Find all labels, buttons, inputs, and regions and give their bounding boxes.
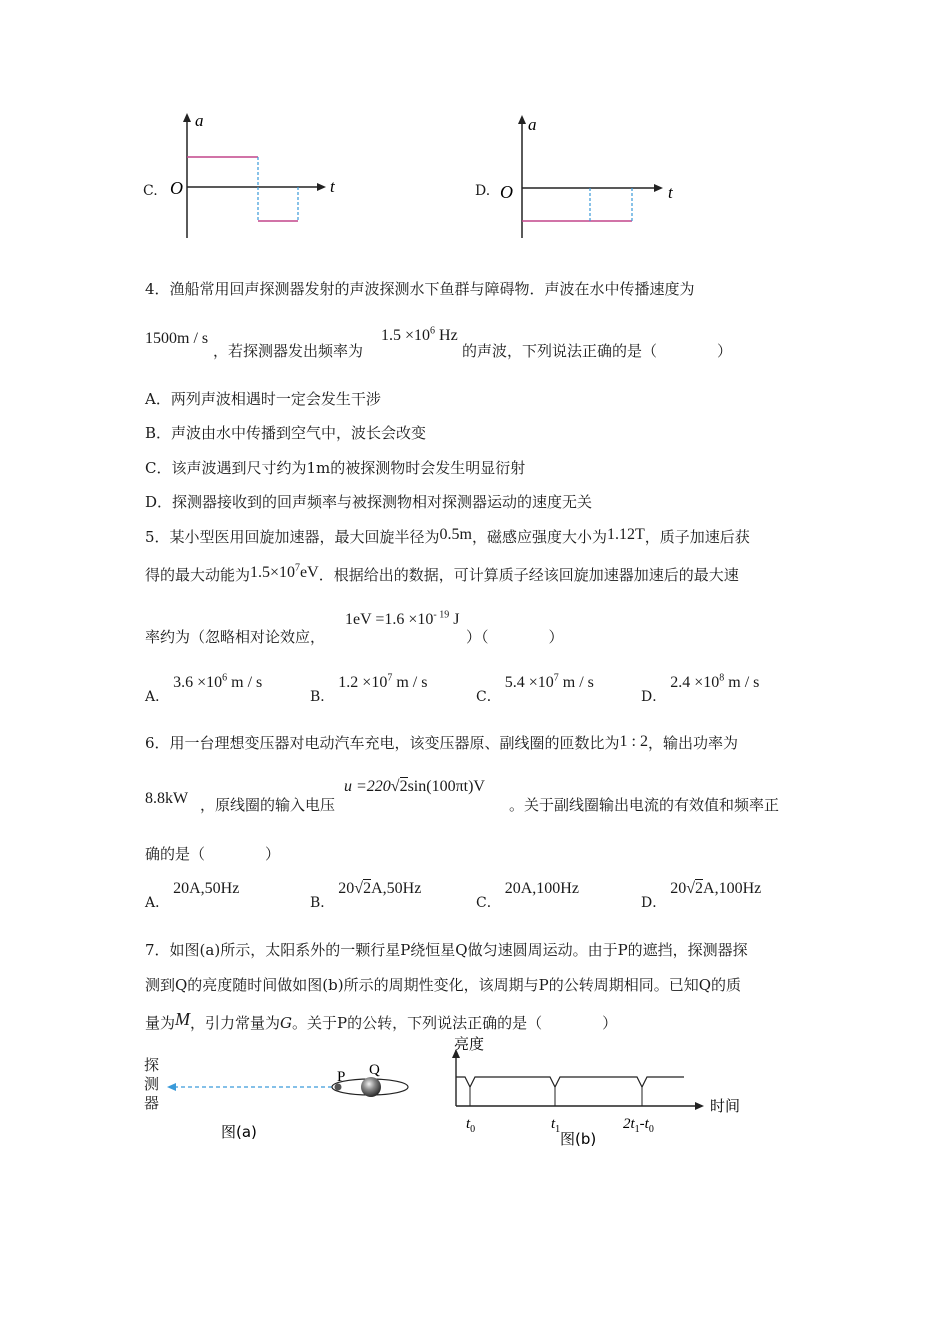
graph-d-y-label: a	[528, 115, 537, 134]
fig-b-t2-label	[623, 1116, 654, 1135]
q5-l1c: ，质子加速后获	[644, 528, 750, 546]
q5-l1a: 5．某小型医用回旋加速器，最大回旋半径为	[145, 528, 440, 546]
q6-option-b-value	[338, 880, 421, 897]
q4-option-c: C．该声波遇到尺寸约为1m的被探测物时会发生明显衍射	[145, 459, 526, 477]
q5-option-a-value	[173, 674, 262, 691]
q6-power: 8.8kW	[145, 790, 189, 807]
fig-b-t0-label	[466, 1116, 475, 1135]
q6-option-d-pre: 20	[670, 880, 687, 897]
q5-ek-base: 1.5×10	[250, 564, 296, 581]
q5-option-a-unit: m / s	[227, 674, 263, 691]
q7-mass: M	[175, 1009, 191, 1029]
q6-option-b-letter: B．	[310, 895, 335, 911]
q6-u-sqrt-sign: √	[390, 778, 400, 795]
q7-l3a: 量为	[145, 1014, 176, 1032]
q5-l1b: ，磁感应强度大小为	[472, 528, 608, 546]
q6-option-a-letter: A．	[145, 895, 170, 911]
fig-a-caption: 图(a)	[221, 1123, 257, 1141]
q6-option-d-letter: D．	[641, 895, 667, 911]
q6-option-d-sqrt-sign: √	[686, 880, 696, 897]
q6-option-d-value	[670, 880, 761, 897]
q6-option-b-sqrt: 2	[363, 880, 372, 897]
q4-option-a: A．两列声波相遇时一定会发生干涉	[145, 390, 381, 408]
q5-option-c-value	[505, 674, 594, 691]
fig-a-planet-label: P	[337, 1069, 346, 1085]
graph-c-y-arrow	[183, 113, 191, 122]
fig-b-y-label: 亮度	[454, 1036, 485, 1053]
q6-ratio: 1 : 2	[619, 733, 648, 750]
q6-option-a-pre: 20A,50Hz	[173, 880, 240, 897]
q6-l2a: ，原线圈的输入电压	[200, 796, 336, 814]
q6-voltage	[344, 778, 485, 796]
fig-b-t2-pre: 2t	[623, 1116, 635, 1132]
q5-ev-unit: J	[449, 611, 460, 628]
q6-option-b	[310, 878, 422, 911]
fig-b-t2-sub1: 1	[634, 1124, 640, 1135]
q6-u-sqrt: 2	[399, 778, 408, 795]
graph-c-origin: O	[170, 178, 183, 198]
q7-line3	[145, 1009, 618, 1033]
graph-c-option-label: C.	[143, 183, 158, 199]
fig-b-t0-main: t	[466, 1116, 471, 1132]
q6-option-b-pre: 20	[338, 880, 355, 897]
q5-l3a: 率约为（忽略相对论效应，	[145, 628, 326, 646]
q4-freq-exp: 6	[430, 325, 436, 337]
fig-b-t1-sub: 1	[555, 1124, 561, 1135]
q5-option-c-letter: C．	[476, 689, 501, 705]
fig-a-detector-char-3: 器	[144, 1094, 160, 1112]
q5-option-a-base: 3.6 ×10	[173, 674, 223, 691]
fig-b-svg	[440, 1036, 760, 1151]
q5-option-d	[641, 672, 760, 705]
q5-line1	[145, 526, 750, 547]
q7-g: G	[280, 1014, 293, 1032]
graph-c-x-label: t	[330, 177, 335, 196]
fig-a-star	[361, 1077, 381, 1097]
fig-b-t1-label	[551, 1116, 560, 1135]
fig-a-detector-char-2: 测	[144, 1075, 160, 1093]
q6-option-b-sqrt-sign: √	[354, 880, 364, 897]
graph-d-y-arrow	[518, 115, 526, 124]
q4-stem-line1: 4．渔船常用回声探测器发射的声波探测水下鱼群与障碍物．声波在水中传播速度为	[145, 280, 695, 298]
q4-freq-base: 1.5 ×10	[381, 327, 431, 344]
q6-u-post: sin(100πt)V	[407, 778, 485, 795]
q7-l3b: ，引力常量为	[190, 1014, 281, 1032]
q6-option-c-value	[505, 880, 579, 897]
q5-option-d-letter: D．	[641, 689, 667, 705]
figure-a	[140, 1050, 430, 1150]
q4-frequency	[381, 327, 458, 345]
q5-option-d-exp: 8	[719, 672, 725, 684]
q6-option-b-post: A,50Hz	[371, 880, 422, 897]
q6-option-a	[145, 878, 240, 911]
q5-option-a-exp: 6	[222, 672, 228, 684]
q4-option-d: D．探测器接收到的回声频率与被探测物相对探测器运动的速度无关	[145, 493, 593, 511]
q6-u-pre: u =220	[344, 778, 391, 795]
q5-option-b-value	[338, 674, 427, 691]
q6-option-c	[476, 878, 579, 911]
q5-option-a-letter: A．	[145, 689, 170, 705]
fig-b-brightness-curve	[456, 1077, 684, 1087]
q4-stem-tail: 的声波，下列说法正确的是（ ）	[462, 342, 733, 360]
q6-line1	[145, 732, 738, 753]
q5-option-b-base: 1.2 ×10	[338, 674, 388, 691]
q5-ek-exp: 7	[295, 562, 301, 574]
q5-option-c	[476, 672, 594, 705]
q5-ev-conversion	[345, 611, 460, 629]
q5-line2	[145, 564, 739, 585]
q5-l3b: ）（ ）	[466, 628, 564, 646]
q5-option-a	[145, 672, 263, 705]
q6-option-a-value	[173, 880, 239, 897]
graph-d-origin: O	[500, 182, 513, 202]
q5-option-c-unit: m / s	[558, 674, 594, 691]
q5-option-d-base: 2.4 ×10	[670, 674, 720, 691]
graph-d	[472, 112, 682, 247]
fig-a-star-label: Q	[369, 1062, 380, 1078]
q5-l2a: 得的最大动能为	[145, 566, 251, 584]
graph-c-svg	[140, 110, 340, 245]
q5-option-b-letter: B．	[310, 689, 335, 705]
q5-option-d-value	[670, 674, 759, 691]
q7-line2: 测到Q的亮度随时间做如图(b)所示的周期性变化，该周期与P的公转周期相同。已知Q的质	[145, 976, 741, 994]
q4-stem-mid: ，若探测器发出频率为	[213, 342, 364, 360]
q5-l2b: ．根据给出的数据，可计算质子经该回旋加速器加速后的最大速	[318, 566, 739, 584]
fig-a-svg	[140, 1050, 430, 1150]
fig-b-t2-sub2: 0	[648, 1124, 654, 1135]
q6-l3: 确的是（ ）	[145, 845, 281, 863]
graph-d-x-arrow	[654, 184, 663, 192]
q4-speed: 1500m / s	[145, 330, 209, 347]
q6-option-d	[641, 878, 762, 911]
q4-option-b: B．声波由水中传播到空气中，波长会改变	[145, 424, 427, 442]
q5-option-d-unit: m / s	[724, 674, 760, 691]
fig-b-t1-main: t	[551, 1116, 556, 1132]
q6-l2b: 。关于副线圈输出电流的有效值和频率正	[509, 796, 780, 814]
graph-c	[140, 110, 340, 245]
q5-ev-base: 1eV =1.6 ×10	[345, 611, 434, 628]
q6-l1b: ，输出功率为	[648, 734, 739, 752]
q7-l3c: 。关于P的公转，下列说法正确的是（ ）	[292, 1014, 618, 1032]
fig-a-detector-char-1: 探	[144, 1056, 160, 1074]
q6-option-d-post: A,100Hz	[703, 880, 762, 897]
q6-l1a: 6．用一台理想变压器对电动汽车充电，该变压器原、副线圈的匝数比为	[145, 734, 620, 752]
fig-b-t0-sub: 0	[470, 1124, 476, 1135]
q5-field: 1.12T	[607, 526, 645, 543]
fig-b-caption: 图(b)	[560, 1130, 597, 1148]
q5-option-b	[310, 672, 428, 705]
q5-radius: 0.5m	[439, 526, 472, 543]
q5-ek-unit: eV	[300, 564, 319, 581]
q5-option-b-exp: 7	[387, 672, 393, 684]
q4-freq-unit: Hz	[435, 327, 458, 344]
q5-option-c-base: 5.4 ×10	[504, 674, 554, 691]
q6-option-d-sqrt: 2	[695, 880, 704, 897]
q6-option-c-pre: 20A,100Hz	[504, 880, 579, 897]
graph-d-svg	[472, 112, 682, 247]
graph-d-option-label: D.	[475, 183, 491, 199]
graph-c-y-label: a	[195, 111, 204, 130]
graph-c-x-arrow	[317, 183, 326, 191]
graph-d-x-label: t	[668, 183, 673, 202]
fig-b-t2-mid: -t	[639, 1116, 649, 1132]
q5-option-c-exp: 7	[553, 672, 559, 684]
q6-option-c-letter: C．	[476, 895, 501, 911]
q5-ev-exp: - 19	[433, 609, 450, 621]
fig-b-x-label: 时间	[710, 1097, 741, 1115]
figure-b	[440, 1036, 760, 1151]
fig-a-arrowhead	[167, 1083, 176, 1091]
q5-ek	[250, 564, 319, 581]
q5-option-b-unit: m / s	[392, 674, 428, 691]
q7-line1: 7．如图(a)所示，太阳系外的一颗行星P绕恒星Q做匀速圆周运动。由于P的遮挡，探测器探	[145, 941, 748, 959]
fig-b-x-arrow	[695, 1102, 704, 1110]
